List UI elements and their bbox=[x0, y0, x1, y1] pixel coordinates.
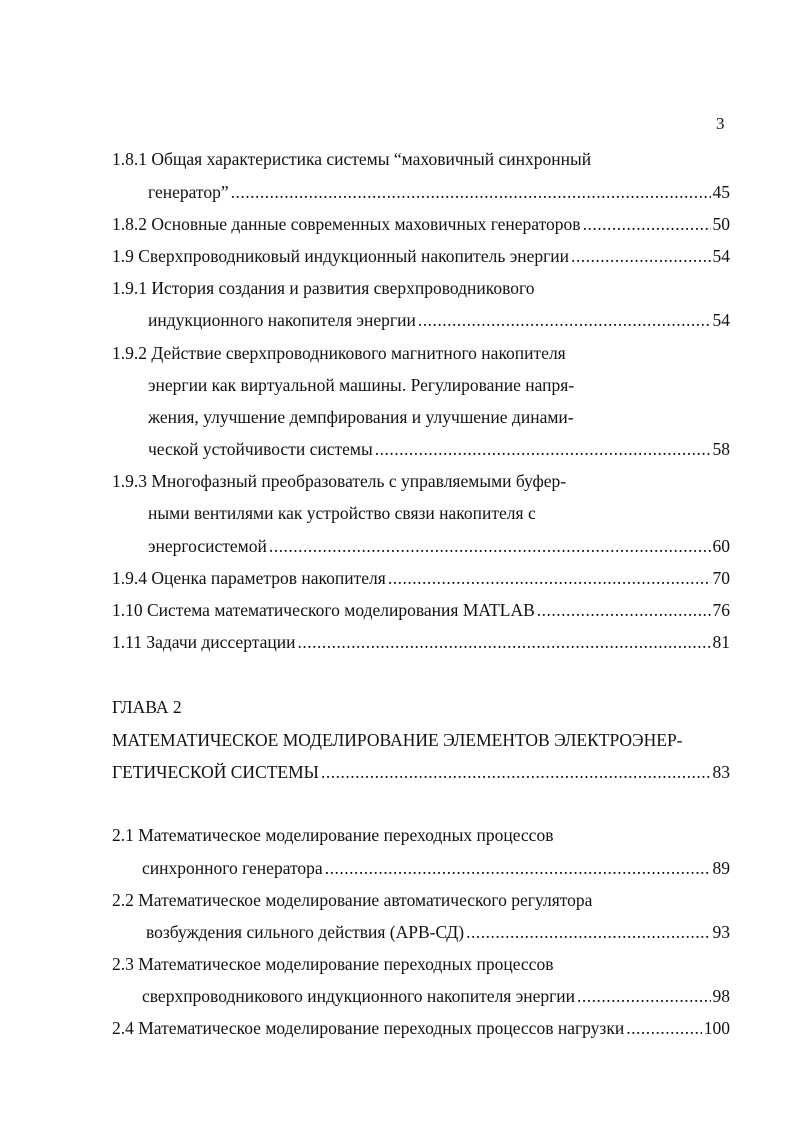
toc-page: 58 bbox=[712, 439, 730, 459]
toc-text: Оценка параметров накопителя bbox=[151, 568, 386, 588]
toc-page: 76 bbox=[712, 600, 730, 620]
toc-number: 1.8.2 bbox=[112, 214, 147, 234]
toc-text: Многофазный преобразователь с управляемыми буфер- bbox=[151, 471, 567, 491]
toc-number: 1.9.3 bbox=[112, 471, 147, 491]
dot-leader bbox=[388, 566, 711, 590]
page-number: 3 bbox=[716, 114, 725, 133]
dot-leader bbox=[571, 244, 711, 268]
toc-number: 1.11 bbox=[112, 632, 142, 652]
chapter-title-line2[interactable] bbox=[112, 760, 730, 784]
toc-number: 2.2 bbox=[112, 890, 134, 910]
toc-text: Задачи диссертации bbox=[146, 632, 296, 652]
dot-leader bbox=[466, 920, 710, 944]
toc-entry-1-8-1-line1 bbox=[112, 147, 591, 171]
dot-leader bbox=[231, 180, 711, 204]
toc-text: Общая характеристика системы “маховичный синхронный bbox=[151, 149, 592, 169]
toc-number: 1.10 bbox=[112, 600, 143, 620]
toc-text: синхронного генератора bbox=[142, 858, 323, 878]
toc-page: 89 bbox=[712, 858, 730, 878]
dot-leader bbox=[375, 437, 711, 461]
toc-text: сверхпроводникового индукционного накопителя энергии bbox=[142, 986, 576, 1006]
toc-entry-1-9-1-line2[interactable] bbox=[148, 308, 730, 332]
toc-entry-1-9-3-line3[interactable] bbox=[148, 534, 730, 558]
toc-number: 1.9.4 bbox=[112, 568, 147, 588]
toc-text: Действие сверхпроводникового магнитного накопителя bbox=[151, 343, 566, 363]
toc-number: 2.3 bbox=[112, 954, 134, 974]
toc-text: возбуждения сильного действия (АРВ-СД) bbox=[146, 922, 465, 942]
toc-page: 54 bbox=[712, 310, 730, 330]
toc-entry-2-1-line2[interactable] bbox=[142, 856, 730, 880]
chapter-label: ГЛАВА 2 bbox=[112, 697, 182, 717]
dot-leader bbox=[325, 856, 711, 880]
toc-entry-2-2-line1 bbox=[112, 888, 592, 912]
toc-entry-2-2-line2[interactable] bbox=[146, 920, 730, 944]
toc-entry-1-10[interactable] bbox=[112, 598, 730, 622]
toc-entry-1-9-2-line3 bbox=[148, 405, 574, 429]
toc-entry-1-9-2-line2 bbox=[148, 373, 574, 397]
toc-text: Математическое моделирование переходных процессов bbox=[138, 954, 554, 974]
toc-number: 1.9 bbox=[112, 246, 134, 266]
toc-number: 1.9.2 bbox=[112, 343, 147, 363]
toc-page: 100 bbox=[703, 1018, 730, 1038]
dot-leader bbox=[583, 212, 711, 236]
toc-entry-1-8-1-line2[interactable] bbox=[148, 180, 730, 204]
dot-leader bbox=[269, 534, 711, 558]
toc-number: 2.1 bbox=[112, 825, 134, 845]
dot-leader bbox=[297, 630, 710, 654]
toc-text: жения, улучшение демпфирования и улучшение динами- bbox=[148, 407, 574, 427]
toc-text: История создания и развития сверхпроводникового bbox=[151, 278, 535, 298]
toc-text: Сверхпроводниковый индукционный накопитель энергии bbox=[138, 246, 569, 266]
chapter-title-text: ГЕТИЧЕСКОЙ СИСТЕМЫ bbox=[112, 762, 319, 782]
toc-entry-2-4[interactable] bbox=[112, 1016, 730, 1040]
toc-number: 1.8.1 bbox=[112, 149, 147, 169]
toc-entry-1-9-2-line4[interactable] bbox=[148, 437, 730, 461]
toc-text: ными вентилями как устройство связи накопителя с bbox=[148, 503, 536, 523]
toc-entry-2-3-line2[interactable] bbox=[142, 984, 730, 1008]
toc-text: индукционного накопителя энергии bbox=[148, 310, 416, 330]
toc-number: 1.9.1 bbox=[112, 278, 147, 298]
dot-leader bbox=[418, 308, 711, 332]
toc-page: 54 bbox=[712, 246, 730, 266]
toc-page: 60 bbox=[712, 536, 730, 556]
toc-page: 81 bbox=[712, 632, 730, 652]
toc-entry-1-9-2-line1 bbox=[112, 341, 566, 365]
toc-page: 70 bbox=[712, 568, 730, 588]
toc-text: ческой устойчивости системы bbox=[148, 439, 373, 459]
dot-leader bbox=[577, 984, 710, 1008]
toc-entry-1-11[interactable] bbox=[112, 630, 730, 654]
toc-text: Основные данные современных маховичных генераторов bbox=[151, 214, 581, 234]
toc-text: Математическое моделирование автоматического регулятора bbox=[138, 890, 593, 910]
toc-entry-1-9-3-line1 bbox=[112, 469, 566, 493]
toc-entry-1-9-3-line2 bbox=[148, 501, 536, 525]
toc-page: 83 bbox=[712, 762, 730, 782]
toc-page: 45 bbox=[712, 182, 730, 202]
dot-leader bbox=[626, 1016, 702, 1040]
dot-leader bbox=[321, 760, 711, 784]
toc-text: Математическое моделирование переходных процессов bbox=[138, 825, 554, 845]
toc-text: энергосистемой bbox=[148, 536, 267, 556]
dot-leader bbox=[537, 598, 711, 622]
toc-text: Математическое моделирование переходных процессов нагрузки bbox=[138, 1018, 625, 1038]
toc-page: 50 bbox=[712, 214, 730, 234]
toc-page: 98 bbox=[712, 986, 730, 1006]
chapter-title-line1: МАТЕМАТИЧЕСКОЕ МОДЕЛИРОВАНИЕ ЭЛЕМЕНТОВ ЭЛЕКТРОЭНЕР- bbox=[112, 730, 683, 750]
toc-page: 93 bbox=[712, 922, 730, 942]
toc-entry-1-9-4[interactable] bbox=[112, 566, 730, 590]
toc-entry-2-1-line1 bbox=[112, 823, 553, 847]
toc-entry-1-8-2[interactable] bbox=[112, 212, 730, 236]
toc-text: генератор” bbox=[148, 182, 229, 202]
toc-entry-1-9-1-line1 bbox=[112, 276, 535, 300]
toc-text: Система математического моделирования MATLAB bbox=[147, 600, 535, 620]
toc-entry-2-3-line1 bbox=[112, 952, 553, 976]
toc-number: 2.4 bbox=[112, 1018, 134, 1038]
toc-entry-1-9[interactable] bbox=[112, 244, 730, 268]
toc-text: энергии как виртуальной машины. Регулирование напря- bbox=[148, 375, 575, 395]
